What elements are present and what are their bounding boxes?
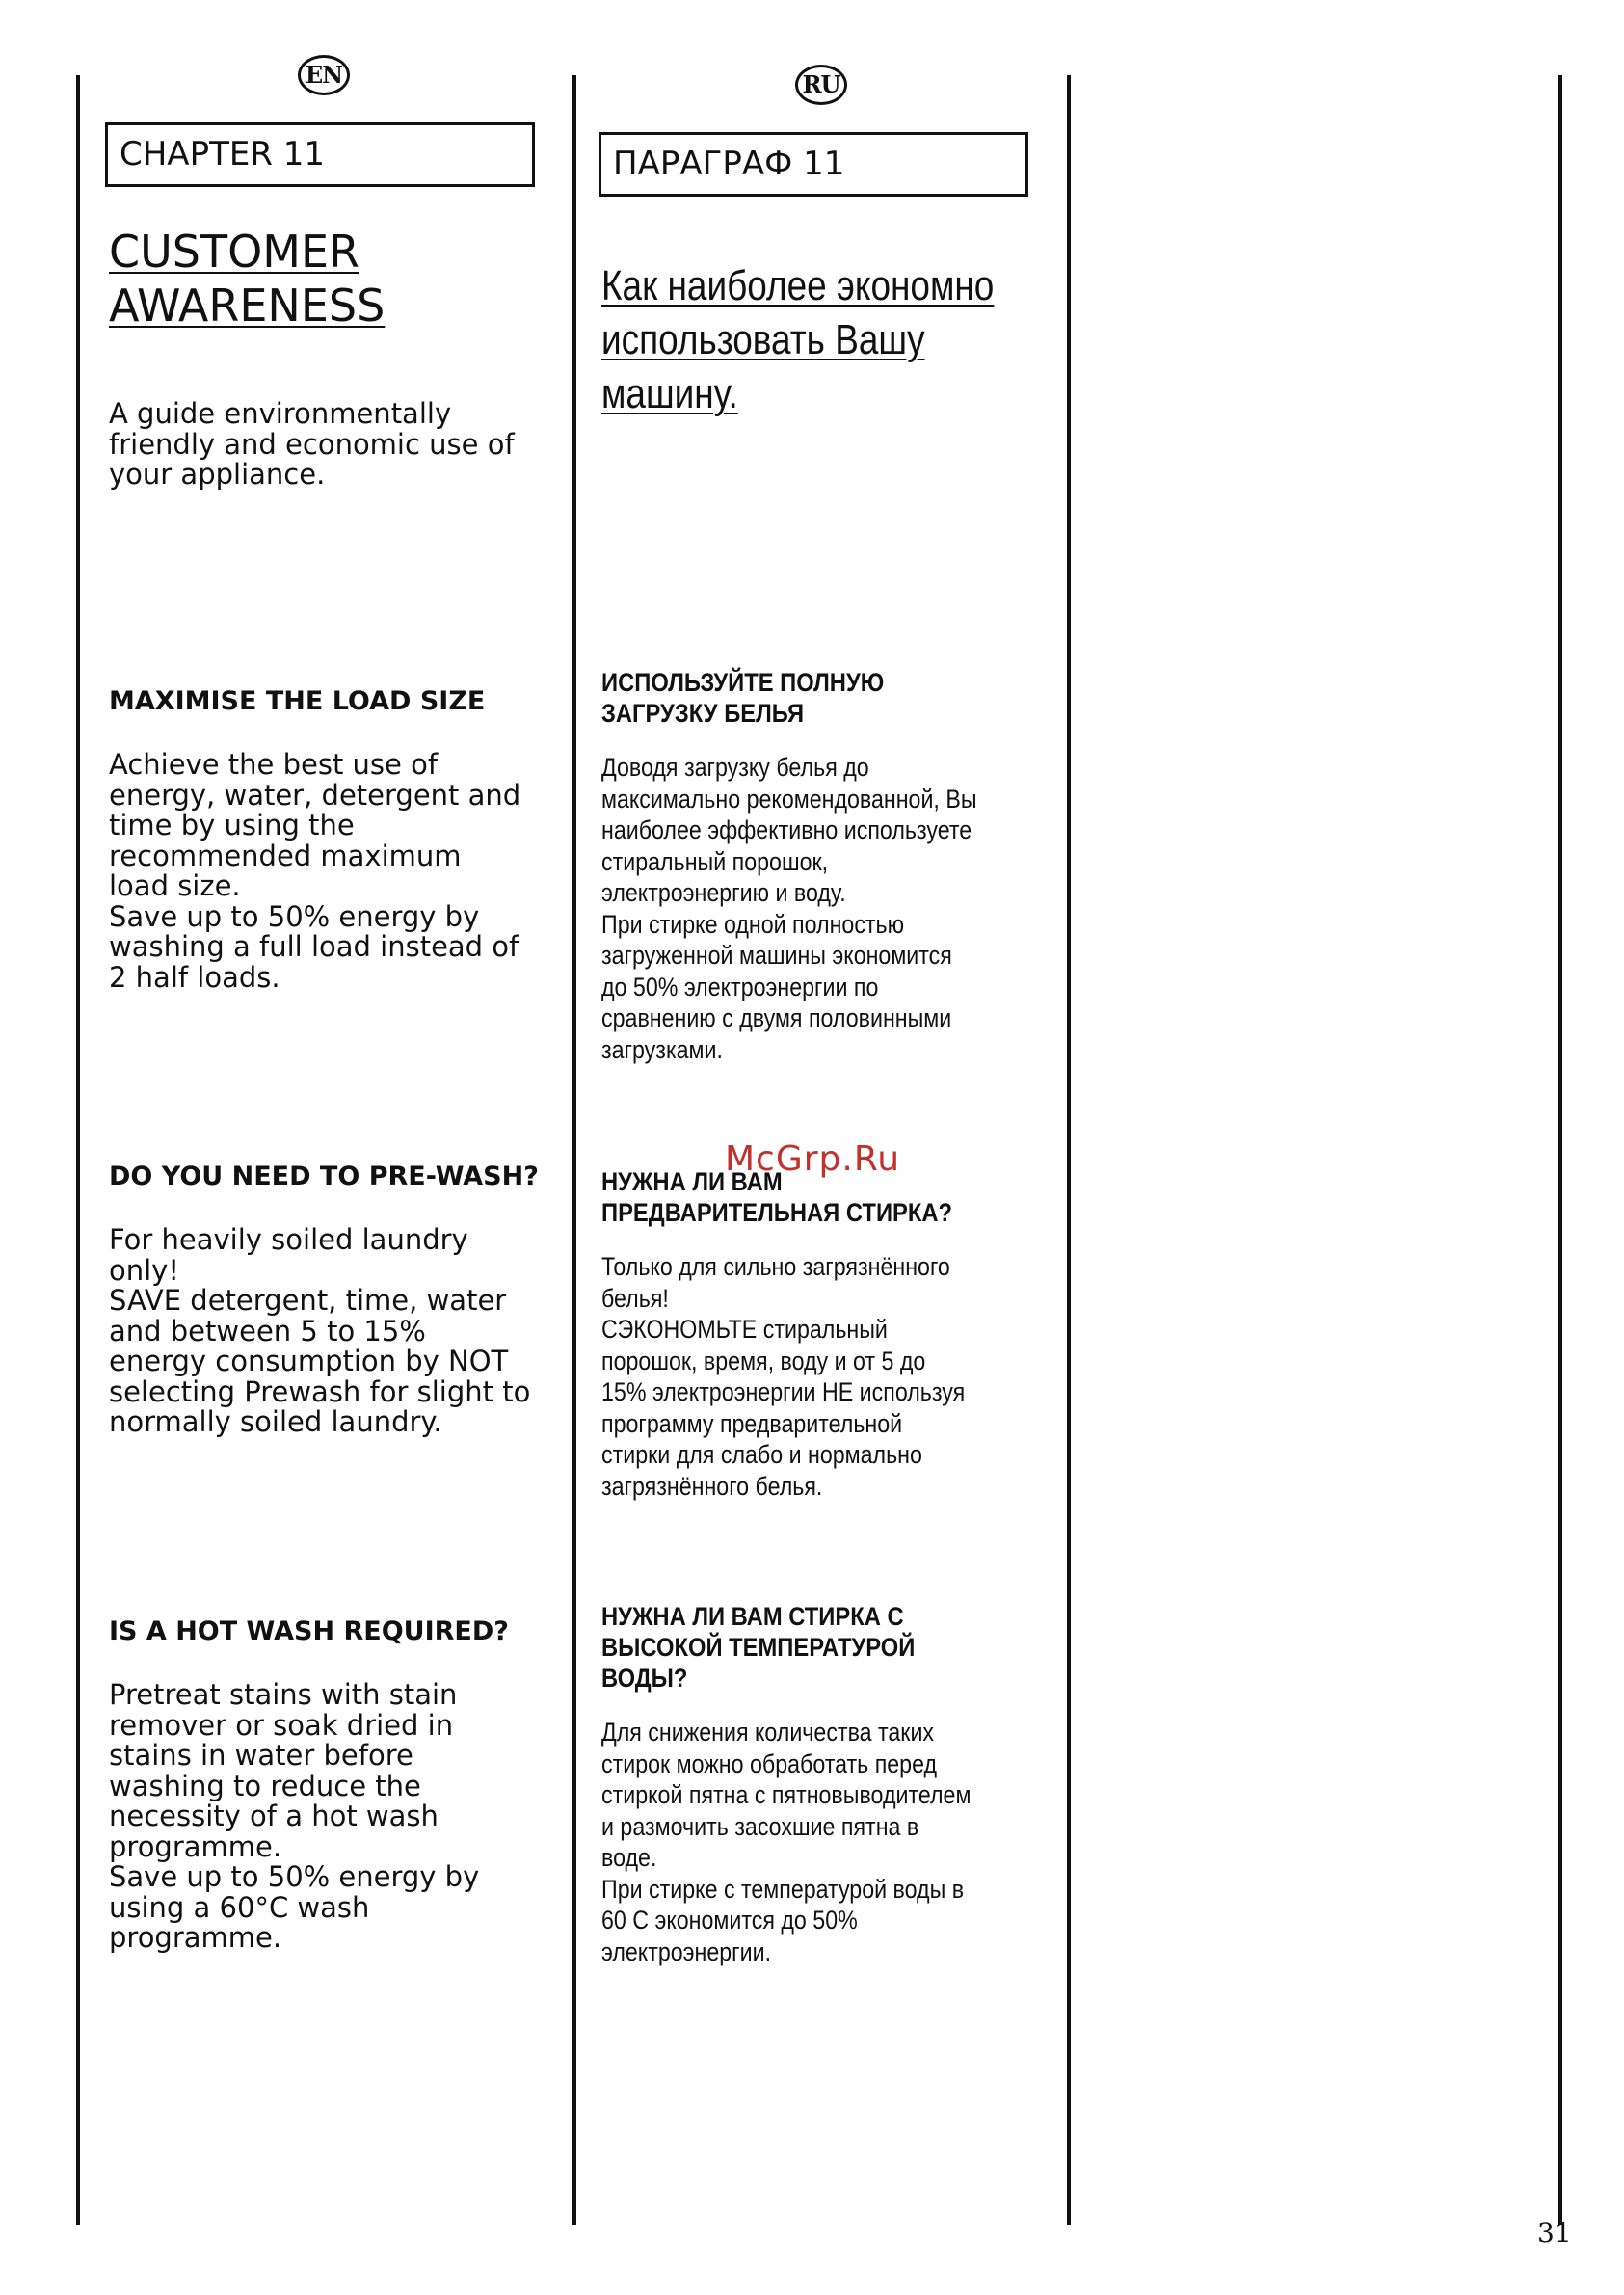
section-ru-hotwash: [601, 1601, 1045, 1967]
column-rule-right: [1067, 75, 1071, 2225]
section-body: Для снижения количества таких стирок можно обработать перед стиркой пятна с пятновыводителем и размочить засохшие пятна в воде. При стирке с температурой воды в 60 С экономится до 50% электроэнергии.: [601, 1718, 972, 1966]
title-en-line-1: CUSTOMER: [109, 226, 360, 278]
title-ru-line-2: использовать Вашу: [601, 316, 925, 363]
lang-badge-ru: RU: [795, 65, 847, 105]
section-en-prewash: [109, 1161, 591, 1438]
column-rule-left: [76, 75, 80, 2225]
page-title-en: [109, 225, 385, 333]
title-en-line-2: AWARENESS: [109, 280, 386, 332]
section-ru-load: [601, 667, 1045, 1065]
lang-badge-en: EN: [298, 55, 350, 95]
section-ru-prewash: [601, 1166, 1045, 1502]
section-heading: ИСПОЛЬЗУЙТЕ ПОЛНУЮ ЗАГРУЗКУ БЕЛЬЯ: [601, 668, 885, 728]
intro-en: A guide environmentally friendly and economic use of your appliance.: [109, 397, 515, 491]
section-en-hotwash: [109, 1616, 591, 1954]
section-body: Доводя загрузку белья до максимально рекомендованной, Вы наиболее эффективно используете стиральный порошок, электроэнергию и воду. При стирке одной полностью загруженной машины экономится до 50% электроэнергии по сравнению с двумя половинными загрузками.: [601, 753, 977, 1064]
chapter-box-en: CHAPTER 11: [105, 122, 535, 187]
page-title-ru: [601, 259, 1054, 421]
section-heading: НУЖНА ЛИ ВАМ СТИРКА С ВЫСОКОЙ ТЕМПЕРАТУРОЙ ВОДЫ?: [601, 1602, 916, 1693]
section-en-load: [109, 686, 591, 993]
section-body: Achieve the best use of energy, water, detergent and time by using the recommended maximum load size. Save up to 50% energy by washing a full load instead of 2 half loads.: [109, 748, 521, 994]
section-body: For heavily soiled laundry only! SAVE detergent, time, water and between 5 to 15% energy consumption by NOT selecting Prewash for slight to normally soiled laundry.: [109, 1223, 531, 1438]
section-heading: DO YOU NEED TO PRE-WASH?: [109, 1161, 539, 1191]
column-rule-far-right: [1558, 75, 1562, 2225]
section-heading: MAXIMISE THE LOAD SIZE: [109, 686, 486, 716]
section-heading: IS A HOT WASH REQUIRED?: [109, 1616, 509, 1646]
section-body: Pretreat stains with stain remover or soak dried in stains in water before washing to reduce the necessity of a hot wash programme. Save up to 50% energy by using a 60°C wash programme.: [109, 1678, 480, 1954]
section-heading: НУЖНА ЛИ ВАМ ПРЕДВАРИТЕЛЬНАЯ СТИРКА?: [601, 1167, 953, 1227]
page-number: 31: [1537, 2217, 1572, 2249]
chapter-box-ru: ПАРАГРАФ 11: [599, 132, 1028, 197]
title-ru-line-1: Как наиболее экономно: [601, 262, 995, 309]
watermark: McGrp.Ru: [725, 1139, 901, 1179]
section-body: Только для сильно загрязнённого белья! СЭКОНОМЬТЕ стиральный порошок, время, воду и от 5 до 15% электроэнергии НЕ используя программу предварительной стирки для слабо и нормально загрязнённого белья.: [601, 1252, 966, 1501]
title-ru-line-3: машину.: [601, 370, 738, 417]
